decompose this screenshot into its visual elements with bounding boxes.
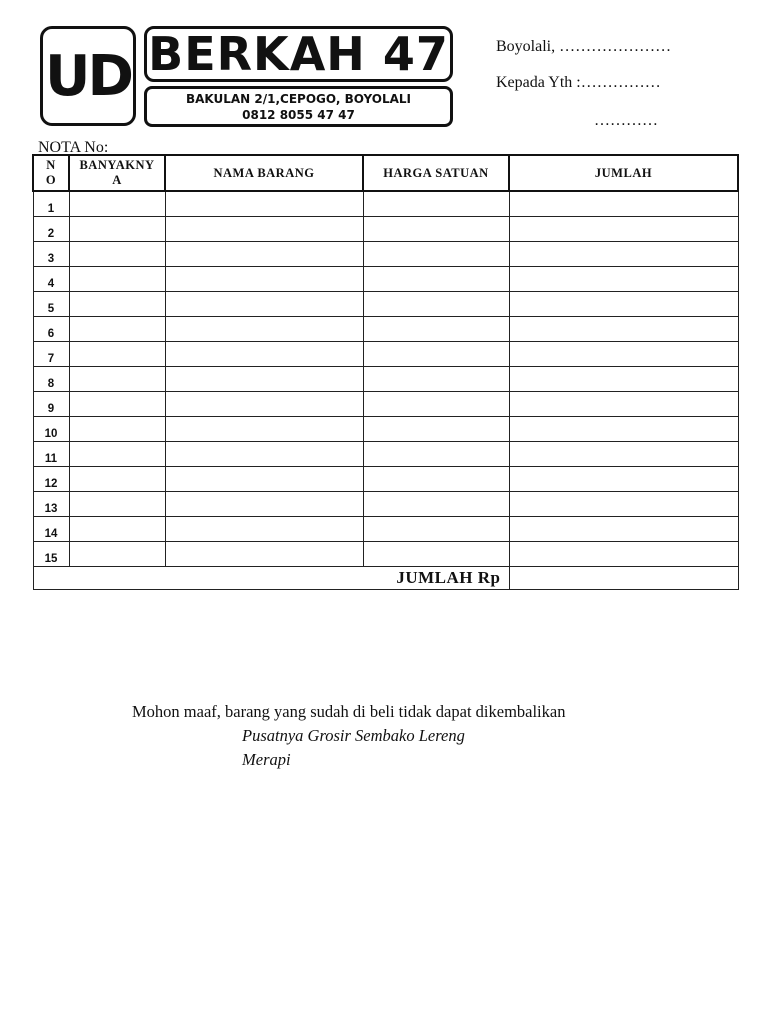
quantity-cell[interactable]: [69, 217, 165, 242]
item-name-cell[interactable]: [165, 467, 363, 492]
item-name-cell[interactable]: [165, 392, 363, 417]
row-number: 7: [33, 342, 69, 367]
tagline-line-1: Pusatnya Grosir Sembako Lereng: [242, 726, 465, 745]
row-number: 10: [33, 417, 69, 442]
quantity-cell[interactable]: [69, 542, 165, 567]
row-number: 5: [33, 292, 69, 317]
unit-price-cell[interactable]: [363, 292, 509, 317]
unit-price-cell[interactable]: [363, 392, 509, 417]
table-row: [33, 217, 738, 242]
quantity-cell[interactable]: [69, 467, 165, 492]
row-number: 9: [33, 392, 69, 417]
logo-address: BAKULAN 2/1,CEPOGO, BOYOLALI: [185, 91, 411, 106]
logo-store-name-box: [144, 26, 453, 82]
table-row: [33, 392, 738, 417]
table-row: [33, 267, 738, 292]
quantity-cell[interactable]: [69, 392, 165, 417]
amount-cell[interactable]: [509, 542, 738, 567]
amount-cell[interactable]: [509, 492, 738, 517]
unit-price-cell[interactable]: [363, 217, 509, 242]
row-number: 11: [33, 442, 69, 467]
unit-price-cell[interactable]: [363, 492, 509, 517]
unit-price-cell[interactable]: [363, 467, 509, 492]
row-number: 12: [33, 467, 69, 492]
logo-address-box: [144, 86, 453, 127]
row-number: 1: [33, 191, 69, 217]
item-name-cell[interactable]: [165, 442, 363, 467]
amount-cell[interactable]: [509, 242, 738, 267]
unit-price-cell[interactable]: [363, 517, 509, 542]
table-row: [33, 367, 738, 392]
item-name-cell[interactable]: [165, 292, 363, 317]
amount-cell[interactable]: [509, 267, 738, 292]
logo-phone: 0812 8055 47 47: [242, 107, 355, 122]
quantity-cell[interactable]: [69, 442, 165, 467]
item-name-cell[interactable]: [165, 542, 363, 567]
row-number: 14: [33, 517, 69, 542]
table-row: [33, 242, 738, 267]
row-number: 3: [33, 242, 69, 267]
amount-cell[interactable]: [509, 517, 738, 542]
quantity-cell[interactable]: [69, 367, 165, 392]
item-name-cell[interactable]: [165, 492, 363, 517]
unit-price-cell[interactable]: [363, 367, 509, 392]
quantity-cell[interactable]: [69, 292, 165, 317]
logo-ud-text: UD: [45, 43, 131, 109]
amount-cell[interactable]: [509, 442, 738, 467]
row-number: 4: [33, 267, 69, 292]
row-number: 15: [33, 542, 69, 567]
row-number: 6: [33, 317, 69, 342]
total-row: [33, 567, 738, 590]
recipient-line-2: …………: [594, 112, 658, 129]
quantity-cell[interactable]: [69, 417, 165, 442]
col-header-no: N O: [33, 155, 69, 191]
logo-store-name: BERKAH 47: [148, 27, 449, 81]
item-name-cell[interactable]: [165, 417, 363, 442]
amount-cell[interactable]: [509, 367, 738, 392]
quantity-cell[interactable]: [69, 492, 165, 517]
amount-cell[interactable]: [509, 217, 738, 242]
amount-cell[interactable]: [509, 392, 738, 417]
item-name-cell[interactable]: [165, 267, 363, 292]
table-row: [33, 517, 738, 542]
col-header-amount: JUMLAH: [509, 155, 738, 191]
city-date-line: Boyolali, …………………: [496, 38, 672, 55]
unit-price-cell[interactable]: [363, 191, 509, 217]
unit-price-cell[interactable]: [363, 417, 509, 442]
quantity-cell[interactable]: [69, 191, 165, 217]
amount-cell[interactable]: [509, 342, 738, 367]
amount-cell[interactable]: [509, 191, 738, 217]
quantity-cell[interactable]: [69, 317, 165, 342]
table-row: [33, 292, 738, 317]
quantity-cell[interactable]: [69, 267, 165, 292]
col-header-unit-price: HARGA SATUAN: [363, 155, 509, 191]
table-row: [33, 191, 738, 217]
unit-price-cell[interactable]: [363, 442, 509, 467]
unit-price-cell[interactable]: [363, 267, 509, 292]
table-row: [33, 417, 738, 442]
table-row: [33, 467, 738, 492]
col-header-item-name: NAMA BARANG: [165, 155, 363, 191]
table-row: [33, 442, 738, 467]
total-amount-cell[interactable]: [509, 567, 738, 590]
quantity-cell[interactable]: [69, 517, 165, 542]
item-name-cell[interactable]: [165, 191, 363, 217]
unit-price-cell[interactable]: [363, 342, 509, 367]
total-label: JUMLAH Rp: [33, 567, 509, 590]
row-number: 13: [33, 492, 69, 517]
unit-price-cell[interactable]: [363, 542, 509, 567]
amount-cell[interactable]: [509, 417, 738, 442]
unit-price-cell[interactable]: [363, 317, 509, 342]
item-name-cell[interactable]: [165, 367, 363, 392]
quantity-cell[interactable]: [69, 242, 165, 267]
quantity-cell[interactable]: [69, 342, 165, 367]
table-row: [33, 542, 738, 567]
table-row: [33, 342, 738, 367]
item-name-cell[interactable]: [165, 217, 363, 242]
nota-number-label: NOTA No:: [38, 139, 109, 156]
recipient-line: Kepada Yth :……………: [496, 74, 661, 91]
col-header-quantity: BANYAKNYA: [69, 155, 165, 191]
row-number: 2: [33, 217, 69, 242]
amount-cell[interactable]: [509, 467, 738, 492]
return-policy-note: Mohon maaf, barang yang sudah di beli tidak dapat dikembalikan: [132, 702, 566, 721]
unit-price-cell[interactable]: [363, 242, 509, 267]
amount-cell[interactable]: [509, 292, 738, 317]
logo-ud-box: [40, 26, 136, 126]
item-name-cell[interactable]: [165, 342, 363, 367]
row-number: 8: [33, 367, 69, 392]
item-name-cell[interactable]: [165, 317, 363, 342]
amount-cell[interactable]: [509, 317, 738, 342]
tagline-line-2: Merapi: [242, 750, 291, 769]
invoice-table: [32, 154, 739, 590]
table-row: [33, 492, 738, 517]
table-header-row: [33, 155, 738, 191]
table-row: [33, 317, 738, 342]
item-name-cell[interactable]: [165, 517, 363, 542]
item-name-cell[interactable]: [165, 242, 363, 267]
